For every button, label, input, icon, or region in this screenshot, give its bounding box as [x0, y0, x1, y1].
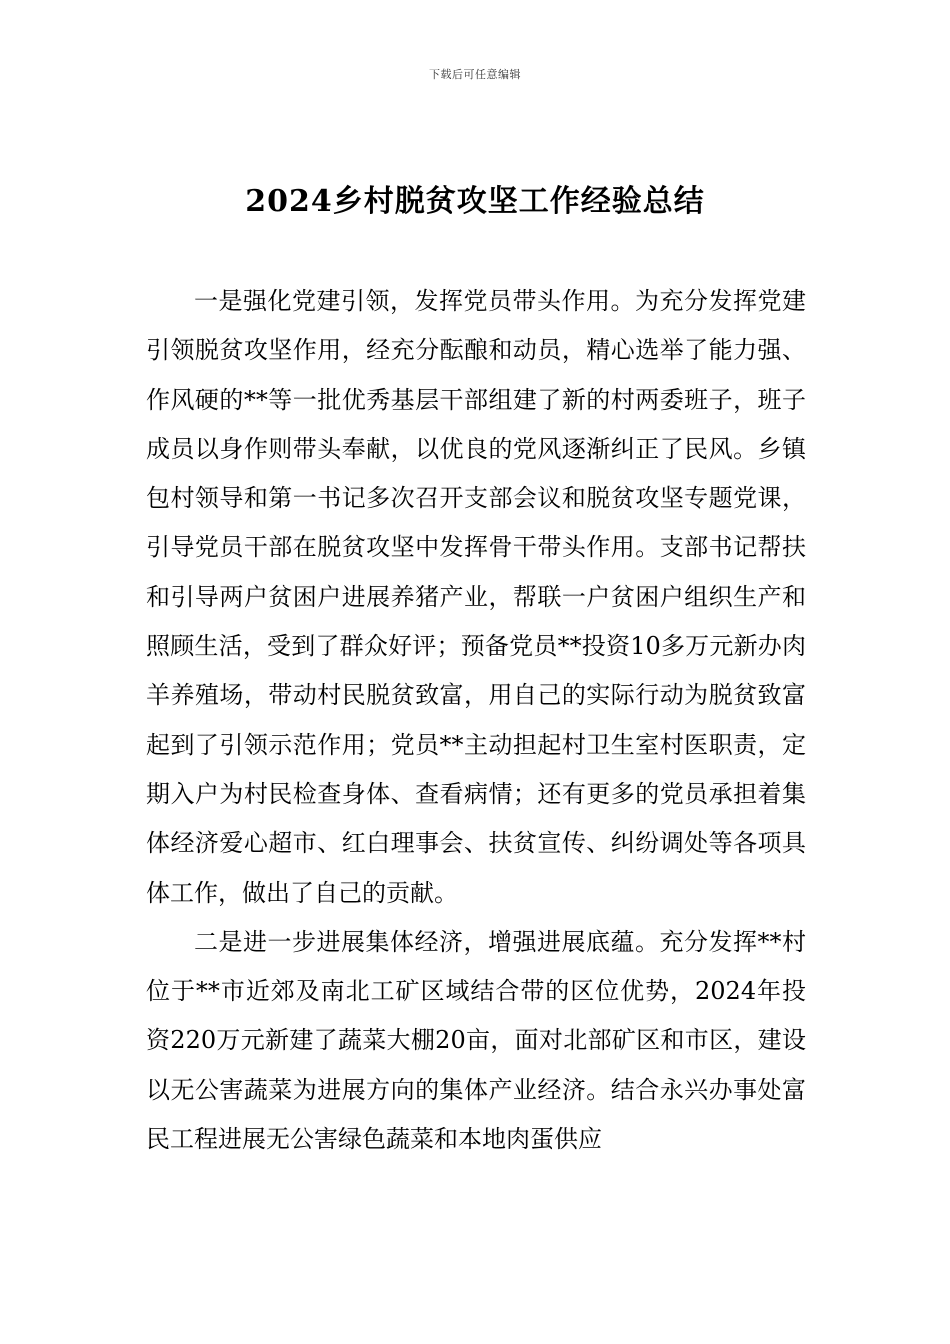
document-body [146, 277, 806, 1164]
document-title: 2024乡村脱贫攻坚工作经验总结 [245, 184, 705, 219]
paragraph-1: 一是强化党建引领，发挥党员带头作用。为充分发挥党建引领脱贫攻坚作用，经充分酝酿和动员，精心选举了能力强、作风硬的**等一批优秀基层干部组建了新的村两委班子，班子成员以身作则带头奉献，以优良的党风逐渐纠正了民风。乡镇包村领导和第一书记多次召开支部会议和脱贫攻坚专题党课，引导党员干部在脱贫攻坚中发挥骨干带头作用。支部书记帮扶和引导两户贫困户进展养猪产业，帮联一户贫困户组织生产和照顾生活，受到了群众好评；预备党员**投资10多万元新办肉羊养殖场，带动村民脱贫致富，用自己的实际行动为脱贫致富起到了引领示范作用；党员**主动担起村卫生室村医职责，定期入户为村民检查身体、查看病情；还有更多的党员承担着集体经济爱心超市、红白理事会、扶贫宣传、纠纷调处等各项具体工作，做出了自己的贡献。 [146, 287, 806, 907]
header-note: 下载后可任意编辑 [429, 68, 521, 81]
paragraph-2: 二是进一步进展集体经济，增强进展底蕴。充分发挥**村位于**市近郊及南北工矿区域结合带的区位优势，2024年投资220万元新建了蔬菜大棚20亩，面对北部矿区和市区，建设以无公害蔬菜为进展方向的集体产业经济。结合永兴办事处富民工程进展无公害绿色蔬菜和本地肉蛋供应 [146, 927, 806, 1154]
